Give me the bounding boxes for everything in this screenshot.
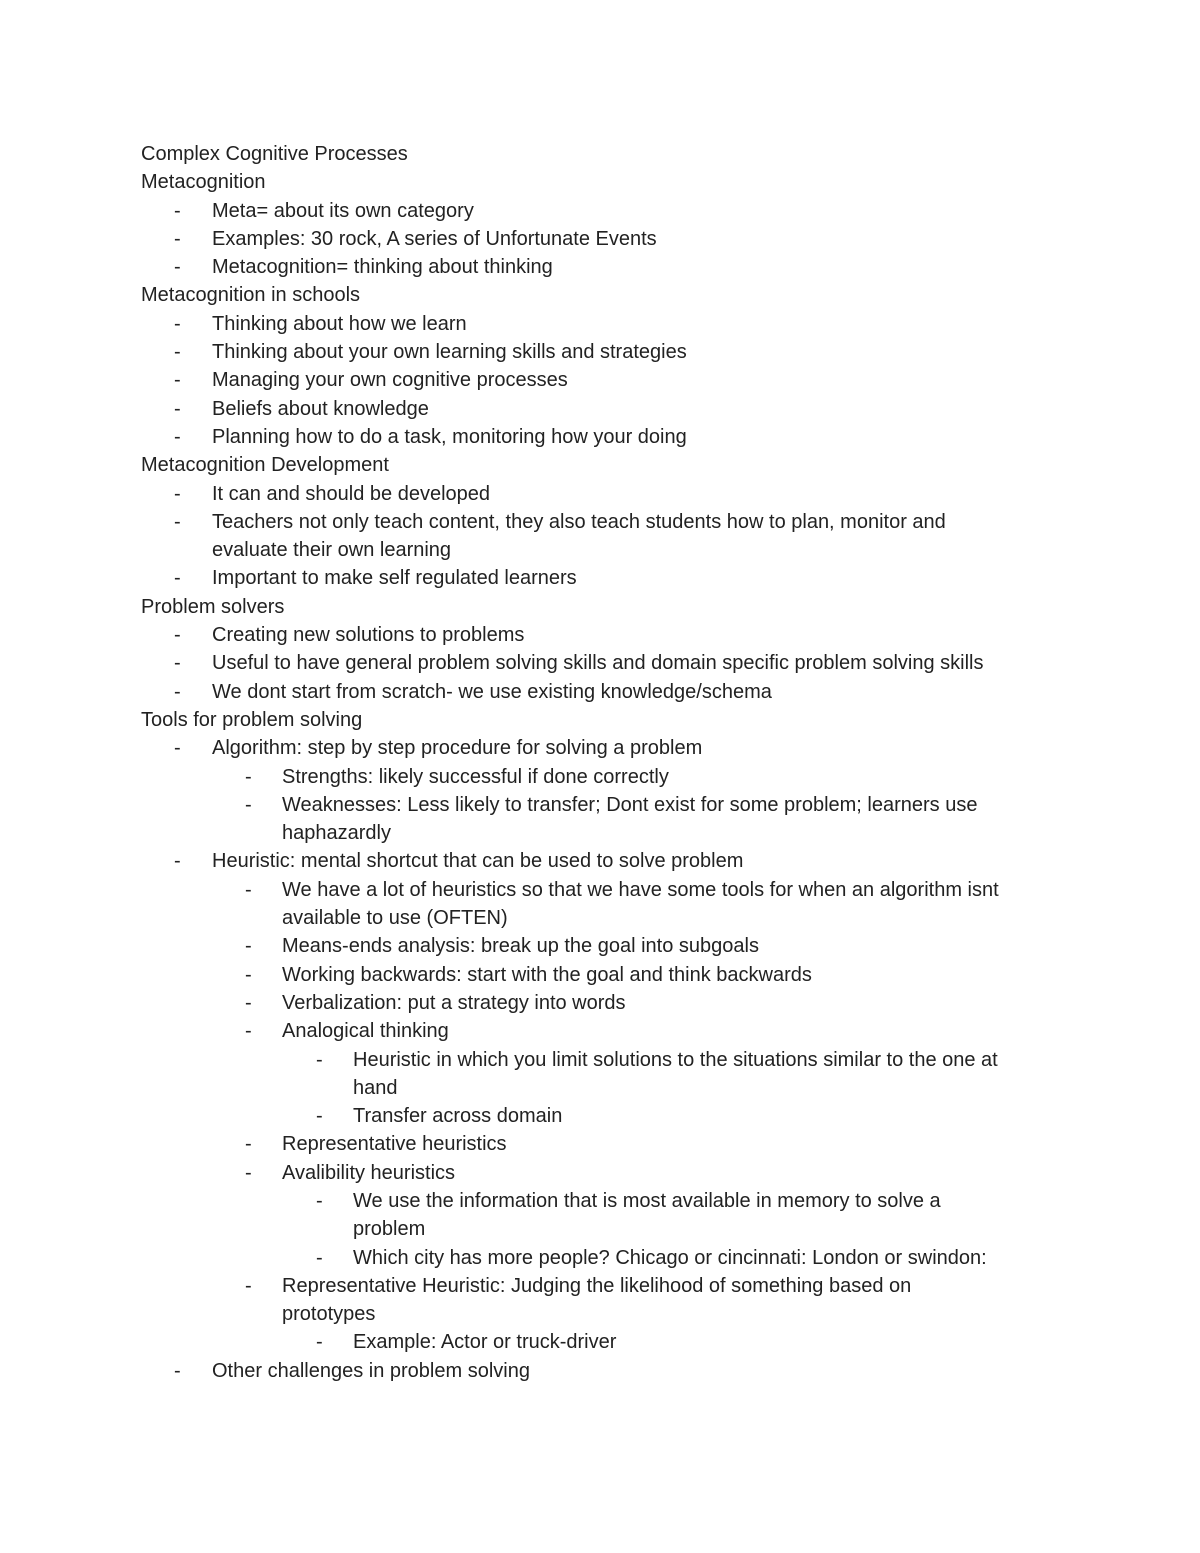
bullet-dash-icon: - xyxy=(245,1274,252,1297)
list-item xyxy=(141,1357,1081,1385)
item-text: Working backwards: start with the goal and think backwards xyxy=(282,963,812,986)
bullet-dash-icon: - xyxy=(316,1246,323,1269)
item-text: evaluate their own learning xyxy=(212,539,452,562)
bullet-dash-icon: - xyxy=(316,1331,323,1354)
bullet-dash-icon: - xyxy=(245,878,252,901)
item-text: Strengths: likely successful if done correctly xyxy=(282,765,669,788)
item-text: Analogical thinking xyxy=(282,1020,449,1043)
list-item-continuation xyxy=(141,904,1081,932)
bullet-dash-icon: - xyxy=(174,482,181,505)
item-text: Means-ends analysis: break up the goal into subgoals xyxy=(282,935,759,958)
item-text: We dont start from scratch- we use existing knowledge/schema xyxy=(212,680,772,703)
list-item xyxy=(141,1046,1081,1074)
list-item-continuation xyxy=(141,819,1081,847)
list-item xyxy=(141,1187,1081,1215)
heading-text: Tools for problem solving xyxy=(141,708,363,731)
list-item xyxy=(141,480,1081,508)
list-item xyxy=(141,1244,1081,1272)
item-text: We use the information that is most available in memory to solve a xyxy=(353,1189,941,1212)
item-text: Thinking about how we learn xyxy=(212,312,467,335)
list-item xyxy=(141,310,1081,338)
list-item xyxy=(141,678,1081,706)
bullet-dash-icon: - xyxy=(174,1359,181,1382)
section-heading xyxy=(141,140,1081,168)
item-text: Teachers not only teach content, they also teach students how to plan, monitor and xyxy=(212,510,946,533)
list-item xyxy=(141,253,1081,281)
list-item xyxy=(141,1130,1081,1158)
bullet-dash-icon: - xyxy=(174,850,181,873)
list-item-continuation xyxy=(141,1074,1081,1102)
section-heading xyxy=(141,168,1081,196)
bullet-dash-icon: - xyxy=(174,652,181,675)
list-item xyxy=(141,621,1081,649)
section-heading xyxy=(141,281,1081,309)
list-item xyxy=(141,508,1081,536)
item-text: Useful to have general problem solving skills and domain specific problem solving skills xyxy=(212,652,984,675)
list-item xyxy=(141,1017,1081,1045)
item-text: Other challenges in problem solving xyxy=(212,1359,530,1382)
item-text: Representative heuristics xyxy=(282,1133,507,1156)
bullet-dash-icon: - xyxy=(174,624,181,647)
bullet-dash-icon: - xyxy=(245,963,252,986)
item-text: Planning how to do a task, monitoring how your doing xyxy=(212,425,687,448)
item-text: Thinking about your own learning skills and strategies xyxy=(212,341,687,364)
item-text: Examples: 30 rock, A series of Unfortunate Events xyxy=(212,227,657,250)
section-heading xyxy=(141,706,1081,734)
item-text: Which city has more people? Chicago or cincinnati: London or swindon: xyxy=(353,1246,987,1269)
bullet-dash-icon: - xyxy=(316,1105,323,1128)
list-item xyxy=(141,847,1081,875)
item-text: Beliefs about knowledge xyxy=(212,397,429,420)
item-text: problem xyxy=(353,1218,426,1241)
heading-text: Complex Cognitive Processes xyxy=(141,143,408,165)
list-item xyxy=(141,1328,1081,1356)
list-item xyxy=(141,763,1081,791)
item-text: hand xyxy=(353,1076,398,1099)
bullet-dash-icon: - xyxy=(174,227,181,250)
bullet-dash-icon: - xyxy=(245,935,252,958)
bullet-dash-icon: - xyxy=(174,199,181,222)
item-text: Verbalization: put a strategy into words xyxy=(282,991,626,1014)
list-item xyxy=(141,876,1081,904)
item-text: We have a lot of heuristics so that we have some tools for when an algorithm isnt xyxy=(282,878,999,901)
item-text: Heuristic in which you limit solutions to the situations similar to the one at xyxy=(353,1048,998,1071)
list-item xyxy=(141,197,1081,225)
item-text: Managing your own cognitive processes xyxy=(212,369,568,392)
item-text: Example: Actor or truck-driver xyxy=(353,1331,617,1354)
item-text: available to use (OFTEN) xyxy=(282,907,508,930)
item-text: Important to make self regulated learners xyxy=(212,567,577,590)
bullet-dash-icon: - xyxy=(245,1020,252,1043)
heading-text: Metacognition Development xyxy=(141,454,389,477)
bullet-dash-icon: - xyxy=(174,680,181,703)
list-item xyxy=(141,1272,1081,1300)
list-item xyxy=(141,989,1081,1017)
list-item xyxy=(141,791,1081,819)
bullet-dash-icon: - xyxy=(174,341,181,364)
item-text: Creating new solutions to problems xyxy=(212,624,525,647)
list-item xyxy=(141,932,1081,960)
bullet-dash-icon: - xyxy=(174,312,181,335)
section-heading xyxy=(141,593,1081,621)
item-text: Heuristic: mental shortcut that can be used to solve problem xyxy=(212,850,744,873)
item-text: It can and should be developed xyxy=(212,482,490,505)
list-item-continuation xyxy=(141,1300,1081,1328)
bullet-dash-icon: - xyxy=(174,737,181,760)
bullet-dash-icon: - xyxy=(174,425,181,448)
list-item xyxy=(141,564,1081,592)
list-item xyxy=(141,338,1081,366)
item-text: prototypes xyxy=(282,1303,376,1326)
item-text: Representative Heuristic: Judging the likelihood of something based on xyxy=(282,1274,912,1297)
list-item xyxy=(141,225,1081,253)
heading-text: Problem solvers xyxy=(141,595,285,618)
bullet-dash-icon: - xyxy=(174,369,181,392)
bullet-dash-icon: - xyxy=(245,765,252,788)
bullet-dash-icon: - xyxy=(174,567,181,590)
item-text: Metacognition= thinking about thinking xyxy=(212,256,553,279)
item-text: haphazardly xyxy=(282,822,391,845)
bullet-dash-icon: - xyxy=(174,397,181,420)
list-item xyxy=(141,961,1081,989)
list-item xyxy=(141,423,1081,451)
list-item-continuation xyxy=(141,1215,1081,1243)
list-item xyxy=(141,1102,1081,1130)
list-item xyxy=(141,395,1081,423)
item-text: Transfer across domain xyxy=(353,1105,563,1128)
item-text: Algorithm: step by step procedure for solving a problem xyxy=(212,737,703,760)
list-item xyxy=(141,734,1081,762)
bullet-dash-icon: - xyxy=(174,510,181,533)
bullet-dash-icon: - xyxy=(245,793,252,816)
heading-text: Metacognition xyxy=(141,171,266,194)
list-item xyxy=(141,1159,1081,1187)
item-text: Meta= about its own category xyxy=(212,199,474,222)
notes-body xyxy=(141,140,1081,1385)
bullet-dash-icon: - xyxy=(245,991,252,1014)
heading-text: Metacognition in schools xyxy=(141,284,361,307)
list-item xyxy=(141,366,1081,394)
bullet-dash-icon: - xyxy=(174,256,181,279)
bullet-dash-icon: - xyxy=(316,1048,323,1071)
list-item-continuation xyxy=(141,536,1081,564)
bullet-dash-icon: - xyxy=(316,1189,323,1212)
item-text: Weaknesses: Less likely to transfer; Dont exist for some problem; learners use xyxy=(282,793,978,816)
list-item xyxy=(141,649,1081,677)
bullet-dash-icon: - xyxy=(245,1161,252,1184)
section-heading xyxy=(141,451,1081,479)
bullet-dash-icon: - xyxy=(245,1133,252,1156)
item-text: Avalibility heuristics xyxy=(282,1161,456,1184)
